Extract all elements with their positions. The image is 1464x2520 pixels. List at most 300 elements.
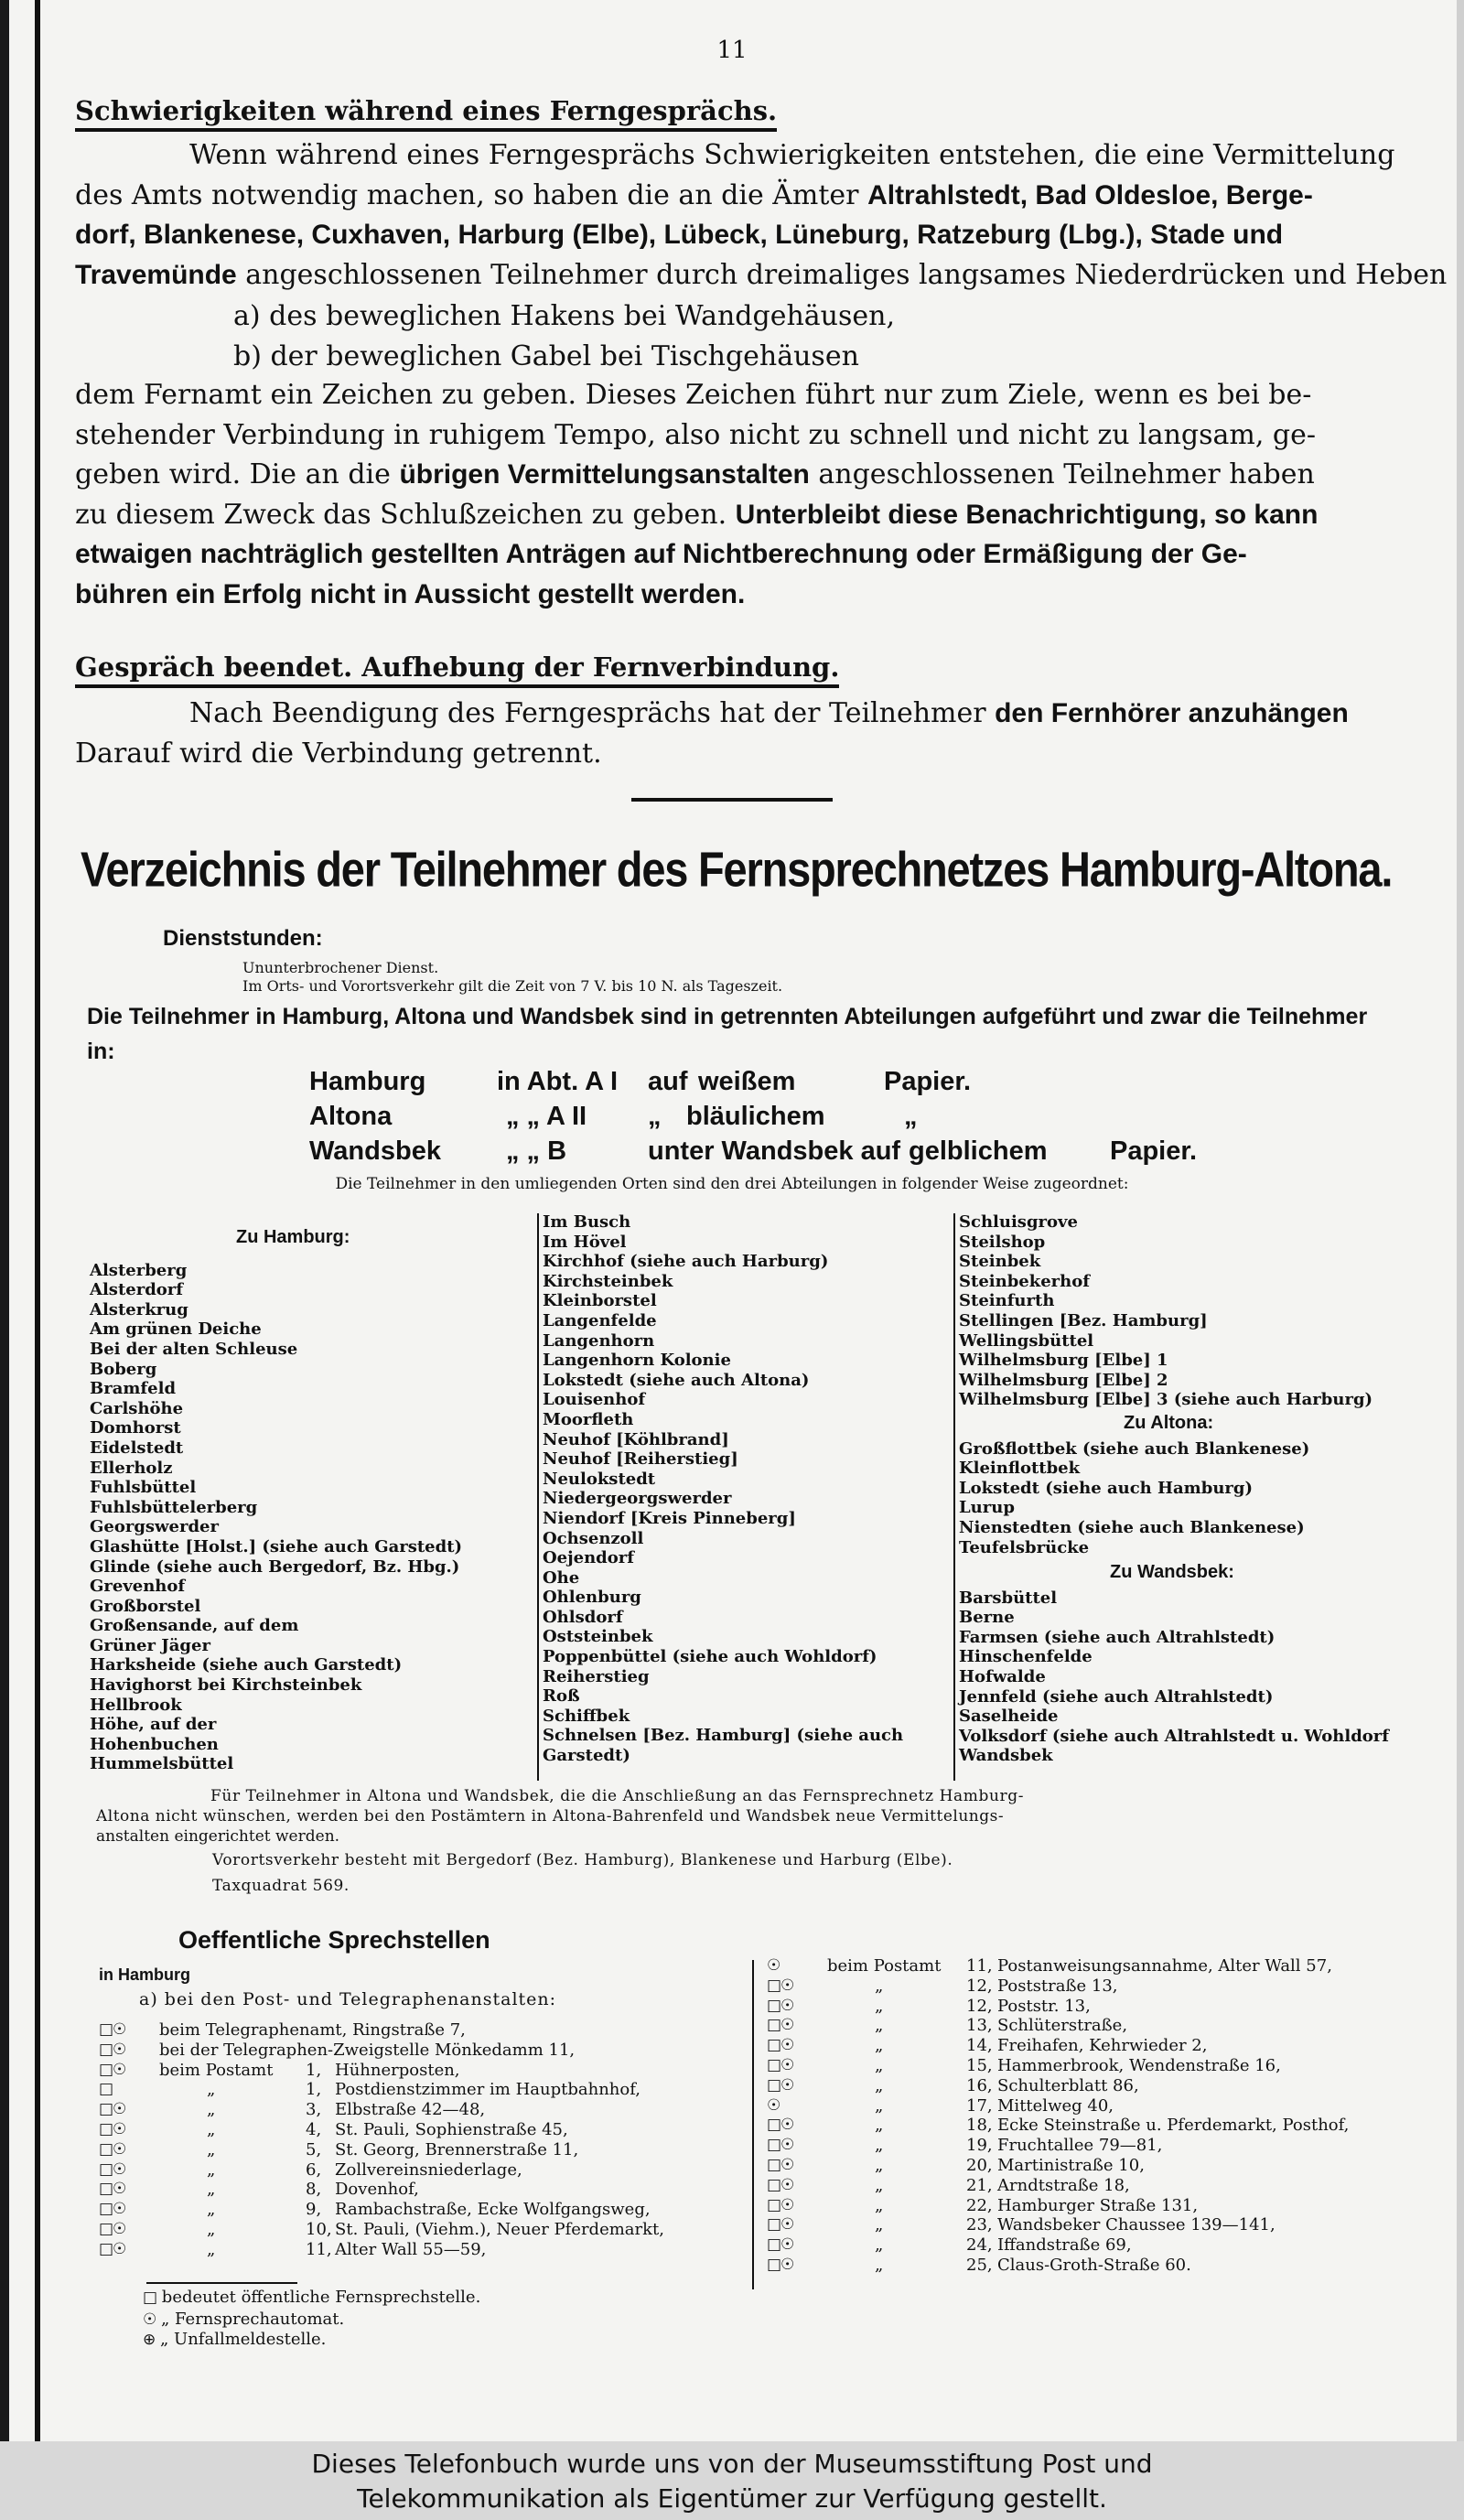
- list-item: Carlshöhe: [90, 1398, 184, 1418]
- accident-report-icon: ⊕: [143, 2331, 156, 2349]
- places-column-3: [959, 1212, 1435, 1766]
- station-symbol-icon: □☉: [767, 2055, 794, 2074]
- station-number: 11,: [306, 2239, 332, 2259]
- department-label: „ „ A II: [506, 1102, 587, 1131]
- note-line: Vorortsverkehr besteht mit Bergedorf (Bez. Hamburg), Blankenese und Harburg (Elbe).: [212, 1851, 953, 1869]
- text-line: [75, 694, 1379, 734]
- station-address: Ecke Steinstraße u. Pferdemarkt, Posthof,: [997, 2116, 1350, 2136]
- station-address: Mittelweg 40,: [997, 2095, 1114, 2116]
- station-symbol-icon: ☉: [767, 2095, 780, 2115]
- list-item: Lokstedt (siehe auch Hamburg): [959, 1478, 1253, 1498]
- legend-text: „ Unfallmeldestelle.: [159, 2330, 327, 2349]
- list-item: Stellingen [Bez. Hamburg]: [959, 1310, 1208, 1330]
- legend-text: „ Fernsprechautomat.: [160, 2310, 345, 2329]
- list-item: Glashütte [Holst.] (siehe auch Garstedt): [90, 1536, 463, 1556]
- list-item: Farmsen (siehe auch Altrahlstedt): [959, 1627, 1276, 1647]
- station-address: Hammerbrook, Wendenstraße 16,: [997, 2055, 1281, 2075]
- station-symbol-icon: □☉: [767, 2235, 794, 2255]
- list-item: Großensande, auf dem: [90, 1616, 299, 1636]
- station-row: [767, 2156, 1426, 2176]
- station-row: [99, 2061, 744, 2081]
- legend-row: [143, 2288, 480, 2307]
- text-line: dorf, Blankenese, Cuxhaven, Harburg (Elbe), Lübeck, Lüneburg, Ratzeburg (Lbg.), Stade und: [75, 220, 1284, 250]
- station-office: beim Postamt: [159, 2060, 274, 2080]
- list-item: Poppenbüttel (siehe auch Wohldorf): [543, 1647, 877, 1667]
- list-item: Ohlsdorf: [543, 1607, 623, 1627]
- department-label: in Abt. A I: [497, 1067, 619, 1096]
- place-list: [959, 1588, 1435, 1766]
- station-row: [767, 2116, 1426, 2136]
- note-line: Taxquadrat 569.: [212, 1877, 350, 1895]
- station-row: [767, 1976, 1426, 1997]
- station-number: 8,: [306, 2180, 322, 2200]
- text-line: [75, 495, 1379, 535]
- station-number: 21,: [966, 2175, 993, 2195]
- note-line: Für Teilnehmer in Altona und Wandsbek, die die Anschließung an das Fernsprechnetz Hamburg-: [210, 1787, 1025, 1805]
- station-office: „: [207, 2239, 216, 2259]
- station-office: „: [207, 2139, 216, 2159]
- list-item: Großborstel: [90, 1596, 201, 1616]
- list-item: Wilhelmsburg [Elbe] 1: [959, 1351, 1168, 1371]
- station-office: „: [875, 2195, 884, 2215]
- station-number: 12,: [966, 1976, 993, 1996]
- page-left-edge: [0, 0, 9, 2441]
- text: des Amts notwendig machen, so haben die an die Ämter: [75, 178, 868, 211]
- station-number: 1,: [306, 2080, 322, 2100]
- text: Papier.: [1110, 1136, 1198, 1166]
- text-line: bühren ein Erfolg nicht in Aussicht gestellt werden.: [75, 578, 746, 609]
- station-number: 19,: [966, 2136, 993, 2156]
- footer-line: Dieses Telefonbuch wurde uns von der Museumsstiftung Post und: [311, 2449, 1153, 2479]
- station-address: Wandsbeker Chaussee 139—141,: [997, 2215, 1276, 2235]
- station-office: „: [207, 2180, 216, 2200]
- list-item: Kleinflottbek: [959, 1459, 1081, 1479]
- text-line: [75, 176, 1379, 216]
- list-item: Wilhelmsburg [Elbe] 3 (siehe auch Harburg): [959, 1390, 1373, 1410]
- station-symbol-icon: □☉: [99, 2040, 126, 2059]
- list-item: Kleinborstel: [543, 1291, 657, 1311]
- station-row: [767, 1997, 1426, 2017]
- note-line: anstalten eingerichtet werden.: [96, 1827, 340, 1846]
- station-office: „: [207, 2219, 216, 2239]
- list-item: Domhorst: [90, 1418, 181, 1438]
- list-item: Wilhelmsburg [Elbe] 2: [959, 1370, 1168, 1390]
- list-item-b: b) der beweglichen Gabel bei Tischgehäusen: [233, 340, 859, 372]
- station-office: „: [207, 2080, 216, 2100]
- station-row: [767, 2176, 1426, 2196]
- list-item: Harksheide (siehe auch Garstedt): [90, 1655, 403, 1675]
- places-intro: Die Teilnehmer in den umliegenden Orten sind den drei Abteilungen in folgender Weise zugeordnet:: [335, 1175, 1129, 1193]
- list-item: Neulokstedt: [543, 1469, 656, 1489]
- station-address: Martinistraße 10,: [997, 2155, 1145, 2175]
- text: angeschlossenen Teilnehmer haben: [809, 458, 1315, 490]
- page-right-edge: [1457, 0, 1464, 2441]
- list-item: Großflottbek (siehe auch Blankenese): [959, 1438, 1310, 1459]
- station-number: 6,: [306, 2159, 322, 2180]
- list-item: Roß: [543, 1686, 580, 1707]
- station-symbol-icon: □☉: [767, 2016, 794, 2035]
- paper-color: bläulichem: [686, 1102, 825, 1131]
- station-office: „: [875, 1996, 884, 2016]
- places-column-2: [543, 1212, 945, 1766]
- place-list: [543, 1212, 945, 1766]
- station-number: 16,: [966, 2075, 993, 2095]
- station-address: Poststr. 13,: [997, 1996, 1091, 2016]
- list-item: Garstedt): [543, 1746, 630, 1766]
- station-symbol-icon: □☉: [99, 2139, 126, 2159]
- list-item: Moorfleth: [543, 1409, 634, 1429]
- text-line: [75, 135, 1395, 176]
- station-symbol-icon: □☉: [767, 2116, 794, 2135]
- list-item: Saselheide: [959, 1707, 1059, 1727]
- station-address: Hamburger Straße 131,: [997, 2195, 1199, 2215]
- text: Papier.: [884, 1067, 972, 1096]
- station-number: 5,: [306, 2139, 322, 2159]
- station-office: „: [875, 2235, 884, 2256]
- list-item: Reiherstieg: [543, 1666, 650, 1686]
- station-number: 13,: [966, 2016, 993, 2036]
- station-address: Dovenhof,: [335, 2180, 419, 2200]
- service-hours-line: Im Orts- und Vorortsverkehr gilt die Zeit von 7 V. bis 10 N. als Tageszeit.: [242, 977, 783, 995]
- station-symbol-icon: □☉: [767, 1976, 794, 1995]
- section-heading-call-ended: Gespräch beendet. Aufhebung der Fernverbindung.: [75, 652, 839, 688]
- section1-paragraph-cont: [75, 375, 1379, 614]
- station-row: [767, 2036, 1426, 2056]
- station-number: 22,: [966, 2195, 993, 2215]
- list-item: Grüner Jäger: [90, 1635, 210, 1655]
- text: unter Wandsbek auf: [648, 1136, 901, 1166]
- list-item: Teufelsbrücke: [959, 1537, 1090, 1557]
- text-line: dem Fernamt ein Zeichen zu geben. Dieses Zeichen führt nur zum Ziele, wenn es bei be-: [75, 379, 1312, 411]
- text-line: Darauf wird die Verbindung getrennt.: [75, 737, 602, 770]
- station-symbol-icon: □☉: [99, 2119, 126, 2138]
- station-address: St. Pauli, (Viehm.), Neuer Pferdemarkt,: [335, 2219, 664, 2239]
- station-symbol-icon: □☉: [767, 2075, 794, 2095]
- list-item: Nienstedten (siehe auch Blankenese): [959, 1517, 1305, 1537]
- station-row: [767, 2235, 1426, 2256]
- list-item: Fuhlsbüttelerberg: [90, 1497, 258, 1517]
- text: zu diesem Zweck das Schlußzeichen zu geben.: [75, 498, 736, 531]
- station-number: 18,: [966, 2116, 993, 2136]
- bold-text: übrigen Vermittelungsanstalten: [399, 459, 810, 490]
- station-symbol-icon: □☉: [99, 2180, 126, 2199]
- list-item: Berne: [959, 1608, 1015, 1628]
- list-item: Ohe: [543, 1567, 580, 1588]
- station-address: St. Georg, Brennerstraße 11,: [335, 2139, 579, 2159]
- station-row: [99, 2160, 744, 2181]
- station-row: [99, 2200, 744, 2220]
- station-address: Elbstraße 42—48,: [335, 2100, 486, 2120]
- column-rule: [537, 1213, 539, 1781]
- station-row: [767, 2096, 1426, 2116]
- station-office: „: [875, 2155, 884, 2175]
- station-number: 25,: [966, 2255, 993, 2275]
- list-item: Wellingsbüttel: [959, 1330, 1094, 1351]
- station-number: 10,: [306, 2219, 332, 2239]
- bold-text: Travemünde: [75, 259, 237, 290]
- place-list: [90, 1261, 529, 1774]
- list-item: Hofwalde: [959, 1667, 1046, 1687]
- list-item: Höhe, auf der: [90, 1715, 217, 1735]
- text-line: etwaigen nachträglich gestellten Anträgen auf Nichtberechnung oder Ermäßigung der Ge-: [75, 539, 1247, 569]
- station-row: [99, 2100, 744, 2120]
- station-office: „: [875, 2136, 884, 2156]
- place-name: Hamburg: [309, 1067, 426, 1096]
- list-item: Langenfelde: [543, 1310, 657, 1330]
- station-symbol-icon: □☉: [99, 2200, 126, 2219]
- station-office: „: [875, 2175, 884, 2195]
- station-row: [767, 2256, 1426, 2276]
- list-item: Schnelsen [Bez. Hamburg] (siehe auch: [543, 1726, 904, 1746]
- list-item: Alsterdorf: [90, 1280, 184, 1300]
- text: auf: [648, 1067, 688, 1096]
- list-item: Louisenhof: [543, 1390, 646, 1410]
- section-divider: [631, 798, 833, 802]
- list-item: Steilshop: [959, 1232, 1046, 1252]
- station-row: [767, 2215, 1426, 2235]
- list-item: Alsterkrug: [90, 1299, 188, 1319]
- list-item: Glinde (siehe auch Bergedorf, Bz. Hbg.): [90, 1556, 460, 1577]
- list-item: Neuhof [Köhlbrand]: [543, 1429, 729, 1449]
- public-stations-subheading: in Hamburg: [99, 1965, 191, 1984]
- list-item: Boberg: [90, 1359, 157, 1379]
- list-item: Lurup: [959, 1498, 1015, 1518]
- service-hours-line: Ununterbrochener Dienst.: [242, 959, 439, 976]
- station-row: [99, 2140, 744, 2160]
- bold-text: Altrahlstedt, Bad Oldesloe, Berge-: [867, 179, 1313, 210]
- station-symbol-icon: □☉: [99, 2100, 126, 2119]
- station-number: 14,: [966, 2036, 993, 2056]
- group-heading-hamburg: Zu Hamburg:: [236, 1227, 350, 1247]
- station-office: „: [875, 2016, 884, 2036]
- station-symbol-icon: □☉: [767, 2215, 794, 2235]
- station-row: [767, 2056, 1426, 2076]
- station-address: Zollvereinsniederlage,: [335, 2159, 522, 2180]
- place-list: [959, 1439, 1435, 1558]
- list-item: Lokstedt (siehe auch Altona): [543, 1370, 810, 1390]
- department-label: „ „ B: [506, 1136, 567, 1166]
- station-number: 4,: [306, 2119, 322, 2139]
- list-item: Bei der alten Schleuse: [90, 1339, 298, 1359]
- station-number: 9,: [306, 2200, 322, 2220]
- column-rule: [953, 1213, 955, 1781]
- station-office: „: [875, 1976, 884, 1996]
- station-symbol-icon: □☉: [99, 2239, 126, 2258]
- list-item: Langenhorn Kolonie: [543, 1351, 731, 1371]
- station-address: Alter Wall 55—59,: [335, 2239, 487, 2259]
- station-number: 12,: [966, 1996, 993, 2016]
- list-item: Hinschenfelde: [959, 1647, 1093, 1667]
- list-item: Am grünen Deiche: [90, 1319, 262, 1340]
- station-row: [99, 2240, 744, 2260]
- list-item: Eidelstedt: [90, 1438, 184, 1458]
- station-address: Poststraße 13,: [997, 1976, 1118, 1996]
- station-office: „: [875, 2055, 884, 2075]
- station-office: „: [207, 2200, 216, 2220]
- station-symbol-icon: □☉: [767, 2175, 794, 2194]
- list-item: Neuhof [Reiherstieg]: [543, 1449, 738, 1470]
- text-line: [75, 455, 1379, 495]
- list-item: Im Busch: [543, 1212, 631, 1232]
- list-item: Volksdorf (siehe auch Altrahlstedt u. Wohldorf: [959, 1726, 1390, 1746]
- station-address: Claus-Groth-Straße 60.: [997, 2255, 1191, 2275]
- text: „: [904, 1102, 918, 1131]
- telephone-automat-icon: ☉: [143, 2310, 156, 2329]
- station-office: „: [207, 2159, 216, 2180]
- list-item: Steinbekerhof: [959, 1271, 1090, 1291]
- station-address: Postdienstzimmer im Hauptbahnhof,: [335, 2080, 640, 2100]
- list-item: Georgswerder: [90, 1517, 219, 1537]
- station-row: [767, 1956, 1426, 1976]
- legend-row: [143, 2310, 344, 2329]
- list-item-a: a) des beweglichen Hakens bei Wandgehäusen,: [233, 300, 895, 332]
- box-icon: □: [143, 2288, 157, 2307]
- legend-row: [143, 2330, 326, 2349]
- list-item: Niedergeorgswerder: [543, 1489, 732, 1509]
- group-heading-altona: Zu Altona:: [1124, 1412, 1214, 1433]
- stations-list-left: [99, 2020, 744, 2260]
- legend-text: bedeutet öffentliche Fernsprechstelle.: [161, 2288, 481, 2307]
- station-address: Rambachstraße, Ecke Wolfgangsweg,: [335, 2200, 651, 2220]
- legend-rule: [146, 2282, 297, 2284]
- list-item: Barsbüttel: [959, 1588, 1058, 1608]
- station-office: „: [875, 2255, 884, 2275]
- station-number: 1,: [306, 2060, 322, 2080]
- station-address: Arndtstraße 18,: [997, 2175, 1130, 2195]
- station-office: „: [875, 2036, 884, 2056]
- station-symbol-icon: □☉: [99, 2219, 126, 2238]
- section-heading-difficulties: Schwierigkeiten während eines Ferngesprächs.: [75, 95, 777, 132]
- column-rule: [752, 1960, 754, 2289]
- station-number: 24,: [966, 2235, 993, 2256]
- list-item: Steinfurth: [959, 1291, 1055, 1311]
- list-item: Havighorst bei Kirchsteinbek: [90, 1675, 362, 1696]
- station-row: [99, 2080, 744, 2100]
- station-address: Iffandstraße 69,: [997, 2235, 1132, 2256]
- list-item: Hohenbuchen: [90, 1734, 219, 1754]
- station-office: „: [875, 2116, 884, 2136]
- station-office: „: [875, 2095, 884, 2116]
- station-address: Schulterblatt 86,: [997, 2075, 1139, 2095]
- station-address: Freihafen, Kehrwieder 2,: [997, 2036, 1208, 2056]
- station-symbol-icon: □☉: [767, 2036, 794, 2055]
- station-row: [767, 2076, 1426, 2096]
- list-item: Oejendorf: [543, 1548, 635, 1568]
- list-item: Schluisgrove: [959, 1212, 1078, 1232]
- list-item: Grevenhof: [90, 1577, 186, 1597]
- station-number: 17,: [966, 2095, 993, 2116]
- bold-text: Unterbleibt diese Benachrichtigung, so kann: [735, 499, 1319, 530]
- station-symbol-icon: □☉: [767, 1996, 794, 2015]
- station-symbol-icon: □: [99, 2080, 113, 2099]
- station-address: St. Pauli, Sophienstraße 45,: [335, 2119, 568, 2139]
- section1-paragraph: [75, 135, 1448, 295]
- station-symbol-icon: ☉: [767, 1956, 780, 1975]
- station-row: [767, 2016, 1426, 2036]
- list-item: Ellerholz: [90, 1458, 173, 1478]
- station-office: bei der Telegraphen-Zweigstelle Mönkedamm 11,: [159, 2040, 576, 2060]
- station-symbol-icon: □☉: [99, 2159, 126, 2179]
- station-number: 23,: [966, 2215, 993, 2235]
- text: geben wird. Die an die: [75, 458, 400, 490]
- station-office: beim Postamt: [827, 1956, 942, 1976]
- station-number: 11,: [966, 1956, 993, 1976]
- place-name: Wandsbek: [309, 1136, 441, 1166]
- station-office: beim Telegraphenamt, Ringstraße 7,: [159, 2020, 466, 2040]
- list-item: Hummelsbüttel: [90, 1754, 234, 1774]
- list-item: Wandsbek: [959, 1746, 1053, 1766]
- list-item: Schiffbek: [543, 1706, 630, 1726]
- station-number: 3,: [306, 2100, 322, 2120]
- text-line: stehender Verbindung in ruhigem Tempo, also nicht zu schnell und nicht zu langsam, ge-: [75, 418, 1317, 451]
- service-hours-heading: Dienststunden:: [163, 926, 323, 951]
- station-row: [99, 2220, 744, 2240]
- text-line: [75, 255, 1448, 296]
- station-row: [99, 2020, 744, 2041]
- public-stations-heading: Oeffentliche Sprechstellen: [178, 1926, 490, 1954]
- station-address: Fruchtallee 79—81,: [997, 2136, 1163, 2156]
- text: „: [648, 1102, 662, 1131]
- list-item: Hellbrook: [90, 1695, 182, 1715]
- station-office: „: [875, 2215, 884, 2235]
- station-office: „: [207, 2100, 216, 2120]
- station-symbol-icon: □☉: [767, 2255, 794, 2274]
- station-address: Postanweisungsannahme, Alter Wall 57,: [997, 1956, 1332, 1976]
- footer-line: Telekommunikation als Eigentümer zur Verfügung gestellt.: [357, 2483, 1107, 2514]
- station-row: [99, 2041, 744, 2061]
- page-margin-rule: [35, 0, 40, 2441]
- station-symbol-icon: □☉: [767, 2136, 794, 2155]
- paper-color: weißem: [698, 1067, 796, 1096]
- list-item: Niendorf [Kreis Pinneberg]: [543, 1508, 796, 1528]
- station-number: 15,: [966, 2055, 993, 2075]
- group-heading-wandsbek: Zu Wandsbek:: [1110, 1562, 1234, 1583]
- list-item: Kirchhof (siehe auch Harburg): [543, 1252, 829, 1272]
- text: Nach Beendigung des Ferngesprächs hat der Teilnehmer: [189, 697, 996, 729]
- places-column-1: [90, 1228, 529, 1774]
- page-number: 11: [716, 37, 748, 64]
- bold-text: den Fernhörer anzuhängen: [995, 698, 1349, 728]
- main-title: Verzeichnis der Teilnehmer des Fernsprechnetzes Hamburg-Altona.: [81, 841, 1393, 898]
- stations-list-right: [767, 1956, 1426, 2276]
- station-office: „: [207, 2119, 216, 2139]
- list-item: Oststeinbek: [543, 1627, 653, 1647]
- station-row: [767, 2136, 1426, 2156]
- station-row: [99, 2120, 744, 2140]
- section2-paragraph: [75, 694, 1379, 773]
- station-address: Hühnerposten,: [335, 2060, 460, 2080]
- place-name: Altona: [309, 1102, 393, 1131]
- public-stations-intro: a) bei den Post- und Telegraphenanstalten:: [139, 1989, 557, 2009]
- station-office: „: [875, 2075, 884, 2095]
- footer-banner: [0, 2441, 1464, 2520]
- list-item: Jennfeld (siehe auch Altrahlstedt): [959, 1686, 1274, 1707]
- list-item: Bramfeld: [90, 1379, 177, 1399]
- list-item: Langenhorn: [543, 1330, 655, 1351]
- paper-color: gelblichem: [909, 1136, 1048, 1166]
- station-number: 20,: [966, 2155, 993, 2175]
- text: angeschlossenen Teilnehmer durch dreimaliges langsames Niederdrücken und Heben: [236, 258, 1448, 291]
- list-item: Alsterberg: [90, 1260, 188, 1280]
- list-item: Fuhlsbüttel: [90, 1478, 197, 1498]
- station-symbol-icon: □☉: [99, 2060, 126, 2079]
- station-address: Schlüterstraße,: [997, 2016, 1128, 2036]
- station-symbol-icon: □☉: [99, 2020, 126, 2039]
- note-line: Altona nicht wünschen, werden bei den Postämtern in Altona-Bahrenfeld und Wandsbek neue Vermittelungs-: [96, 1807, 1005, 1825]
- departments-intro: Die Teilnehmer in Hamburg, Altona und Wandsbek sind in getrennten Abteilungen aufgeführt und zwar die Teilnehmer in:: [87, 1004, 1368, 1064]
- text: Wenn während eines Ferngesprächs Schwierigkeiten entstehen, die eine Vermittelung: [189, 139, 1395, 171]
- station-row: [767, 2196, 1426, 2216]
